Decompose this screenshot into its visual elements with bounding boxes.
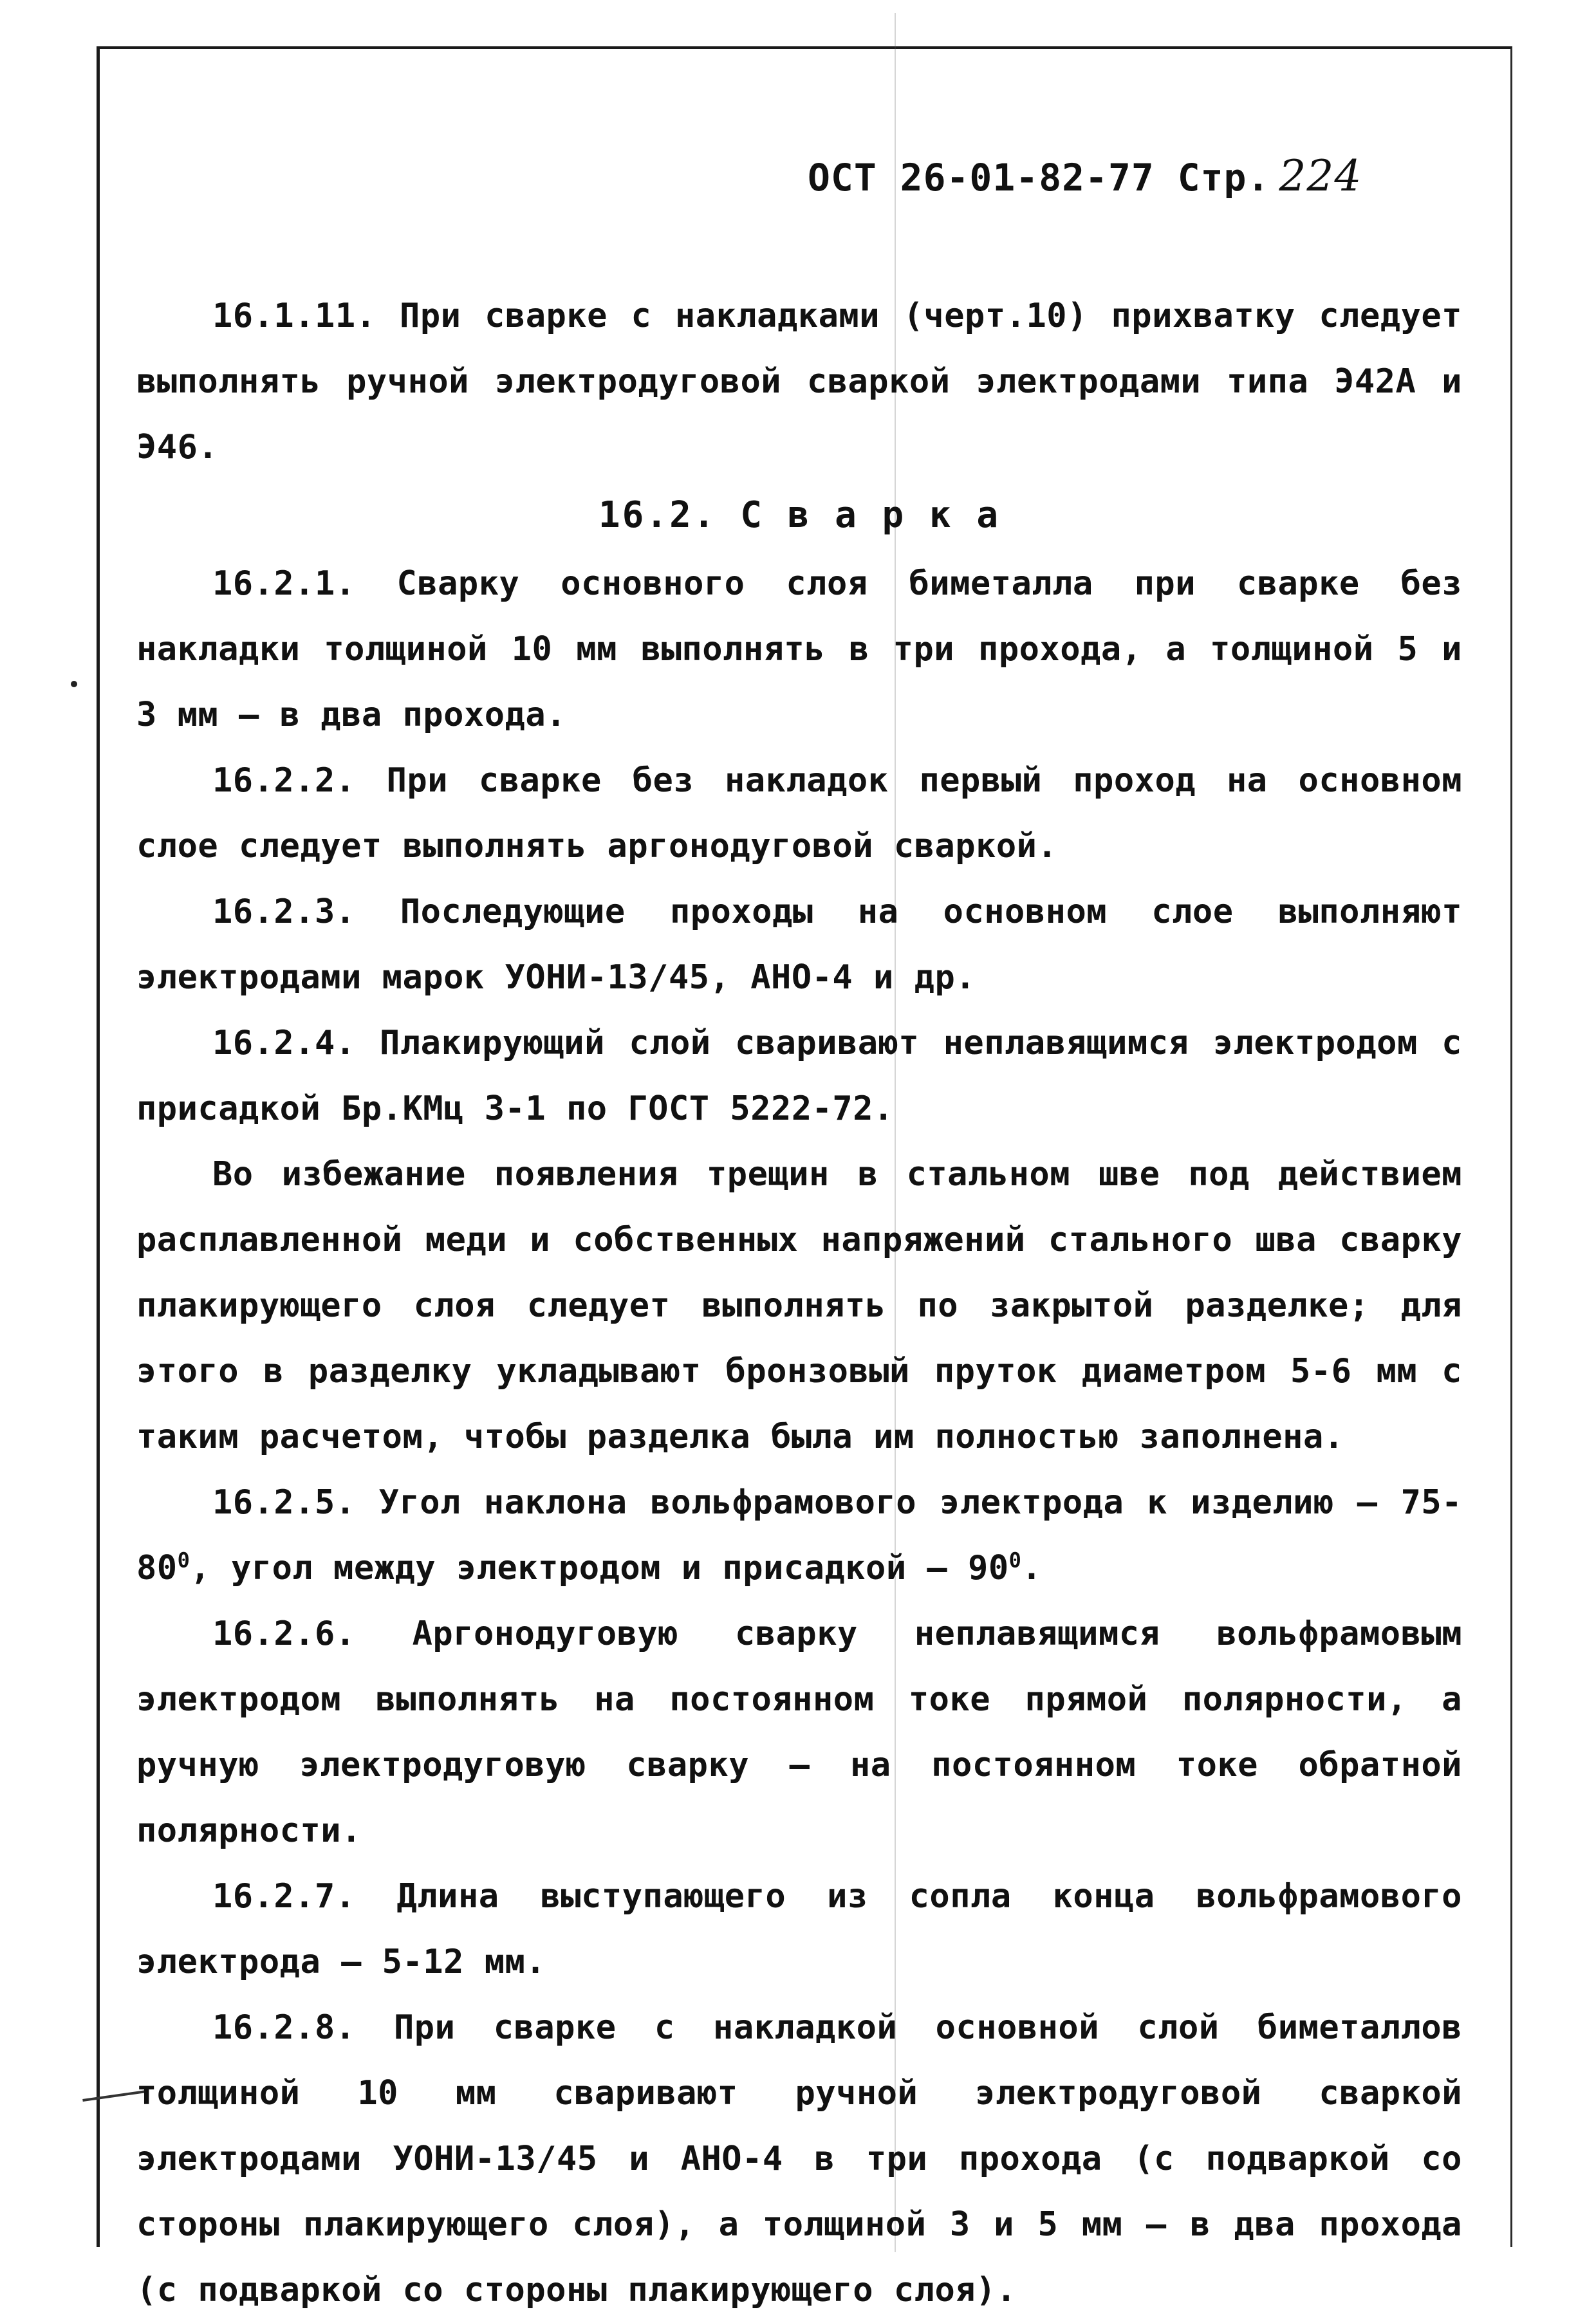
- paragraph-16-2-4: 16.2.4. Плакирующий слой сваривают неплавящимся электродом с присадкой Бр.КМц 3-1 по ГОСТ 5222-72.: [136, 1024, 1462, 1128]
- paragraph-16-2-5-part-a: 16.2.5. Угол наклона вольфрамового электрода к изделию – 75-80: [136, 1483, 1462, 1587]
- paragraph-16-2-6: 16.2.6. Аргонодуговую сварку неплавящимся вольфрамовым электродом выполнять на постоянном токе прямой полярности, а ручную электродуговую сварку – на постоянном токе обратной полярности.: [136, 1615, 1462, 1850]
- paragraph-16-2-5-part-b: , угол между электродом и присадкой – 90: [190, 1549, 1009, 1587]
- page-header: [808, 151, 1362, 201]
- paragraph-16-2-8: 16.2.8. При сварке с накладкой основной слой биметаллов толщиной 10 мм сваривают ручной электродуговой сваркой электродами УОНИ-13/45 и АНО-4 в три прохода (с подваркой со стороны плакирующего слоя), а толщиной 3 и 5 мм – в два прохода (с подваркой со стороны плакирующего слоя).: [136, 2008, 1462, 2309]
- section-title: 16.2. С в а р к а: [598, 494, 1001, 536]
- paragraph-16-2-2: 16.2.2. При сварке без накладок первый проход на основном слое следует выполнять аргонодуговой сваркой.: [136, 761, 1462, 865]
- page-number: 224: [1279, 151, 1362, 201]
- degree-mark: 0: [1008, 1548, 1022, 1573]
- paragraph-16-1-11: 16.1.11. При сварке с накладками (черт.10) прихватку следует выполнять ручной электродуговой сваркой электродами типа Э42А и Э46.: [136, 297, 1462, 467]
- paragraph-16-2-5-part-c: .: [1021, 1549, 1043, 1587]
- document-code: ОСТ 26-01-82-77 Стр.: [808, 156, 1270, 199]
- margin-mark: [71, 681, 77, 687]
- paragraph-16-2-4-continuation: Во избежание появления трещин в стальном шве под действием расплавленной меди и собственных напряжений стального шва сварку плакирующего слоя следует выполнять по закрытой разделке; для этого в разделку укладывают бронзовый пруток диаметром 5-6 мм с таким расчетом, чтобы разделка была им полностью заполнена.: [136, 1155, 1462, 1456]
- degree-mark: 0: [177, 1548, 190, 1573]
- paragraph-16-2-1: 16.2.1. Сварку основного слоя биметалла при сварке без накладки толщиной 10 мм выполнять в три прохода, а толщиной 5 и 3 мм – в два прохода.: [136, 564, 1462, 734]
- document-body: [136, 283, 1462, 2323]
- paragraph-16-2-7: 16.2.7. Длина выступающего из сопла конца вольфрамового электрода – 5-12 мм.: [136, 1877, 1462, 1981]
- paragraph-16-2-5: [136, 1470, 1462, 1601]
- paragraph-16-2-3: 16.2.3. Последующие проходы на основном слое выполняют электродами марок УОНИ-13/45, АНО-4 и др.: [136, 893, 1462, 997]
